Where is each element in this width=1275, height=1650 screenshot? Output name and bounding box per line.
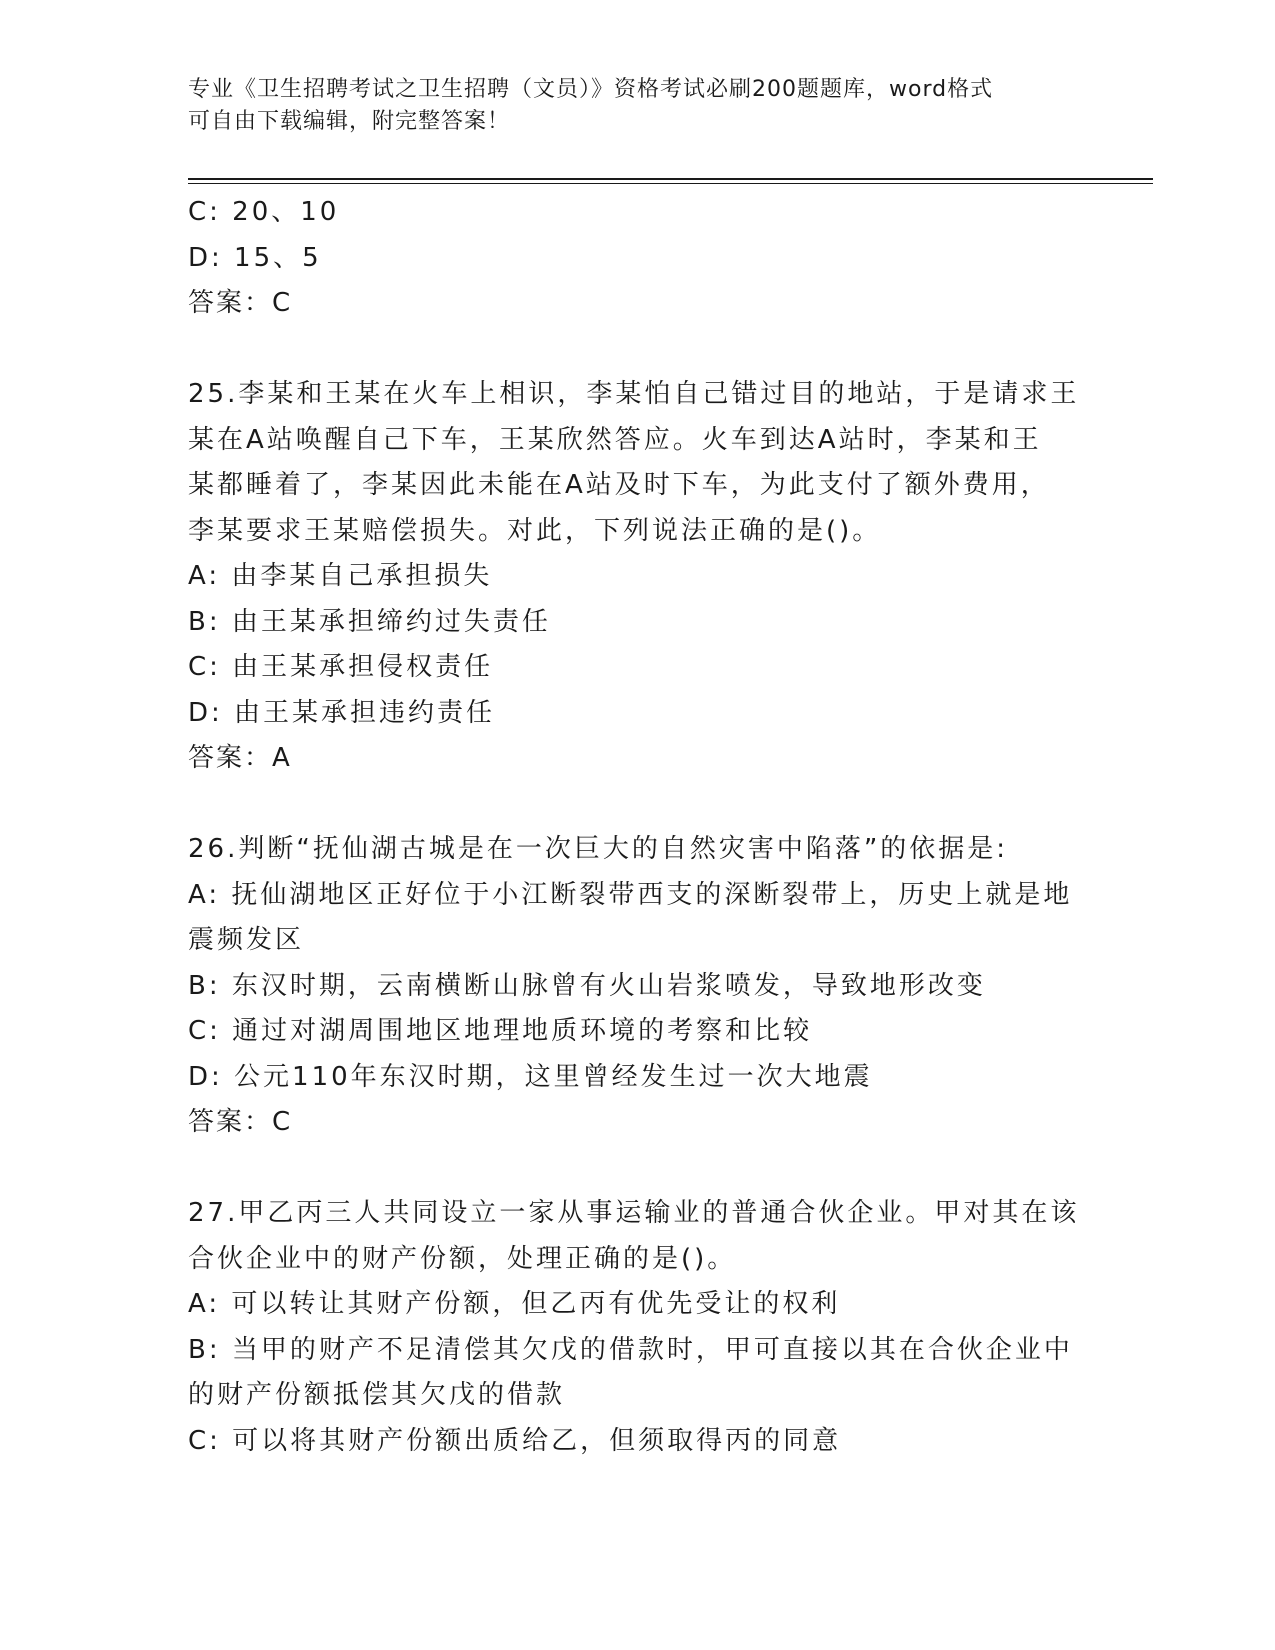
question-content [188, 190, 1088, 1464]
option-d: D: 公元110年东汉时期，这里曾经发生过一次大地震 [188, 1061, 873, 1092]
question-stem-line: 25.李某和王某在火车上相识，李某怕自己错过目的地站，于是请求王 [188, 379, 1080, 409]
question-stem-line: 李某要求王某赔偿损失。对此，下列说法正确的是()。 [188, 515, 882, 546]
spacer [188, 782, 1088, 828]
question-stem-line: 某都睡着了，李某因此未能在A站及时下车，为此支付了额外费用， [188, 470, 1050, 500]
option-b: B: 由王某承担缔约过失责任 [188, 606, 551, 637]
option-d: D: 15、5 [188, 242, 322, 273]
header-title-line-2: 可自由下载编辑，附完整答案！ [188, 109, 511, 134]
option-a: A: 可以转让其财产份额，但乙丙有优先受让的权利 [188, 1289, 841, 1319]
option-d: D: 由王某承担违约责任 [188, 697, 496, 728]
header-rule-thin [188, 183, 1153, 184]
option-a-continuation: 震频发区 [188, 925, 305, 955]
option-c: C: 可以将其财产份额出质给乙，但须取得丙的同意 [188, 1425, 842, 1456]
option-c: C: 通过对湖周围地区地理地质环境的考察和比较 [188, 1016, 813, 1046]
option-c: C: 20、10 [188, 197, 340, 227]
question-stem-line: 合伙企业中的财产份额，处理正确的是()。 [188, 1243, 737, 1274]
spacer [188, 1146, 1088, 1192]
option-a: A: 由李某自己承担损失 [188, 561, 493, 591]
option-c: C: 由王某承担侵权责任 [188, 652, 494, 682]
option-b-continuation: 的财产份额抵偿其欠戊的借款 [188, 1380, 566, 1410]
question-26 [188, 827, 1088, 1146]
question-25 [188, 372, 1088, 782]
option-b: B: 当甲的财产不足清偿其欠戊的借款时，甲可直接以其在合伙企业中 [188, 1334, 1073, 1365]
answer-line: 答案：A [188, 743, 292, 773]
page-header [188, 74, 1068, 138]
header-title-line-1: 专业《卫生招聘考试之卫生招聘（文员）》资格考试必刷200题题库，word格式 [188, 77, 994, 102]
option-a: A: 抚仙湖地区正好位于小江断裂带西支的深断裂带上，历史上就是地 [188, 879, 1073, 910]
answer-line: 答案：C [188, 1107, 293, 1137]
question-stem-line: 某在A站唤醒自己下车，王某欣然答应。火车到达A站时，李某和王 [188, 424, 1042, 455]
option-b: B: 东汉时期，云南横断山脉曾有火山岩浆喷发，导致地形改变 [188, 970, 986, 1001]
header-rule-thick [188, 178, 1153, 180]
question-stem-line: 26.判断“抚仙湖古城是在一次巨大的自然灾害中陷落”的依据是: [188, 834, 1009, 864]
previous-question-tail [188, 190, 1088, 327]
question-27 [188, 1191, 1088, 1464]
spacer [188, 327, 1088, 373]
question-stem-line: 27.甲乙丙三人共同设立一家从事运输业的普通合伙企业。甲对其在该 [188, 1198, 1080, 1228]
answer-line: 答案：C [188, 288, 293, 318]
